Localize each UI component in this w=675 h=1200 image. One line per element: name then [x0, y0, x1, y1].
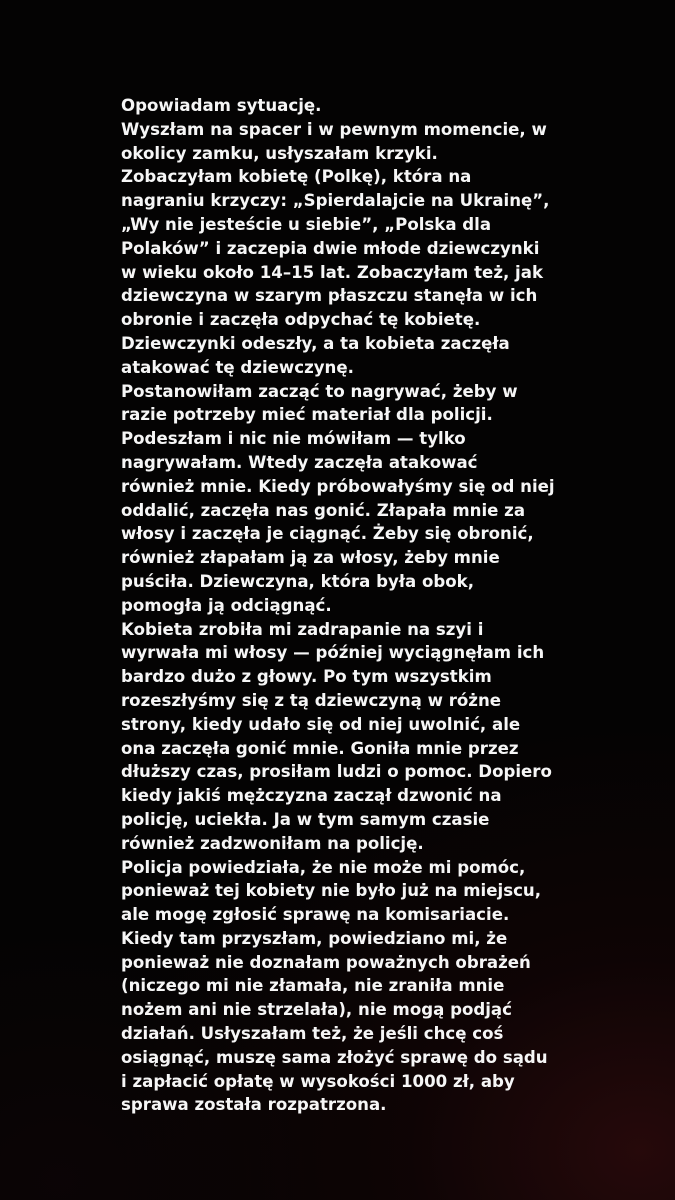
story-line-15: Podeszłam i nic nie mówiłam — tylko	[121, 429, 466, 449]
story-line-8: w wieku około 14–15 lat. Zobaczyłam też, jak	[121, 262, 543, 282]
story-line-21: puściła. Dziewczyna, która była obok,	[121, 571, 475, 591]
story-line-4: Zobaczyłam kobietę (Polkę), która na	[121, 167, 472, 187]
story-line-12: atakować tę dziewczynę.	[121, 357, 354, 377]
story-line-5: nagraniu krzyczy: „Spierdalajcie na Ukrainę”,	[121, 191, 550, 211]
story-line-29: dłuższy czas, prosiłam ludzi o pomoc. Dopiero	[121, 762, 552, 782]
story-line-30: kiedy jakiś mężczyzna zaczął dzwonić na	[121, 786, 502, 806]
story-line-19: włosy i zaczęła je ciągnąć. Żeby się obronić,	[121, 524, 534, 544]
story-line-37: ponieważ nie doznałam poważnych obrażeń	[121, 952, 531, 972]
story-line-7: Polaków” i zaczepia dwie młode dziewczynki	[121, 238, 540, 258]
story-line-2: Wyszłam na spacer i w pewnym momencie, w	[121, 119, 547, 139]
story-line-36: Kiedy tam przyszłam, powiedziano mi, że	[121, 928, 508, 948]
story-text-block	[121, 94, 641, 1117]
story-line-16: nagrywałam. Wtedy zaczęła atakować	[121, 452, 478, 472]
story-line-10: obronie i zaczęła odpychać tę kobietę.	[121, 310, 481, 330]
story-line-1: Opowiadam sytuację.	[121, 96, 322, 115]
story-line-13: Postanowiłam zacząć to nagrywać, żeby w	[121, 381, 518, 401]
story-line-6: „Wy nie jesteście u siebie”, „Polska dla	[121, 214, 492, 234]
story-line-28: ona zaczęła gonić mnie. Goniła mnie przez	[121, 738, 519, 758]
story-line-39: nożem ani nie strzelała), nie mogą podjąć	[121, 1000, 512, 1020]
story-line-32: również zadzwoniłam na policję.	[121, 833, 424, 853]
story-line-27: strony, kiedy udało się od niej uwolnić, ale	[121, 714, 521, 734]
story-line-20: również złapałam ją za włosy, żeby mnie	[121, 548, 500, 568]
story-line-41: osiągnąć, muszę sama złożyć sprawę do sądu	[121, 1047, 548, 1067]
story-line-31: policję, uciekła. Ja w tym samym czasie	[121, 809, 490, 829]
story-line-34: ponieważ tej kobiety nie było już na miejscu,	[121, 881, 542, 901]
story-line-22: pomogła ją odciągnąć.	[121, 595, 332, 615]
story-line-35: ale mogę zgłosić sprawę na komisariacie.	[121, 905, 510, 925]
story-line-40: działań. Usłyszałam też, że jeśli chcę coś	[121, 1024, 504, 1044]
story-line-33: Policja powiedziała, że nie może mi pomóc,	[121, 857, 526, 877]
story-line-17: również mnie. Kiedy próbowałyśmy się od niej	[121, 476, 555, 496]
story-line-38: (niczego mi nie złamała, nie zraniła mnie	[121, 976, 505, 996]
story-line-11: Dziewczynki odeszły, a ta kobieta zaczęła	[121, 333, 510, 353]
story-line-3: okolicy zamku, usłyszałam krzyki.	[121, 143, 438, 163]
story-line-42: i zapłacić opłatę w wysokości 1000 zł, aby	[121, 1071, 515, 1091]
story-line-14: razie potrzeby mieć materiał dla policji.	[121, 405, 493, 425]
story-line-9: dziewczyna w szarym płaszczu stanęła w ich	[121, 286, 538, 306]
story-line-26: rozeszłyśmy się z tą dziewczyną w różne	[121, 690, 502, 710]
story-line-23: Kobieta zrobiła mi zadrapanie na szyi i	[121, 619, 484, 639]
story-line-43: sprawa została rozpatrzona.	[121, 1095, 387, 1115]
story-line-24: wyrwała mi włosy — później wyciągnęłam ich	[121, 643, 545, 663]
story-line-18: oddalić, zaczęła nas gonić. Złapała mnie za	[121, 500, 526, 520]
story-line-25: bardzo dużo z głowy. Po tym wszystkim	[121, 667, 492, 687]
